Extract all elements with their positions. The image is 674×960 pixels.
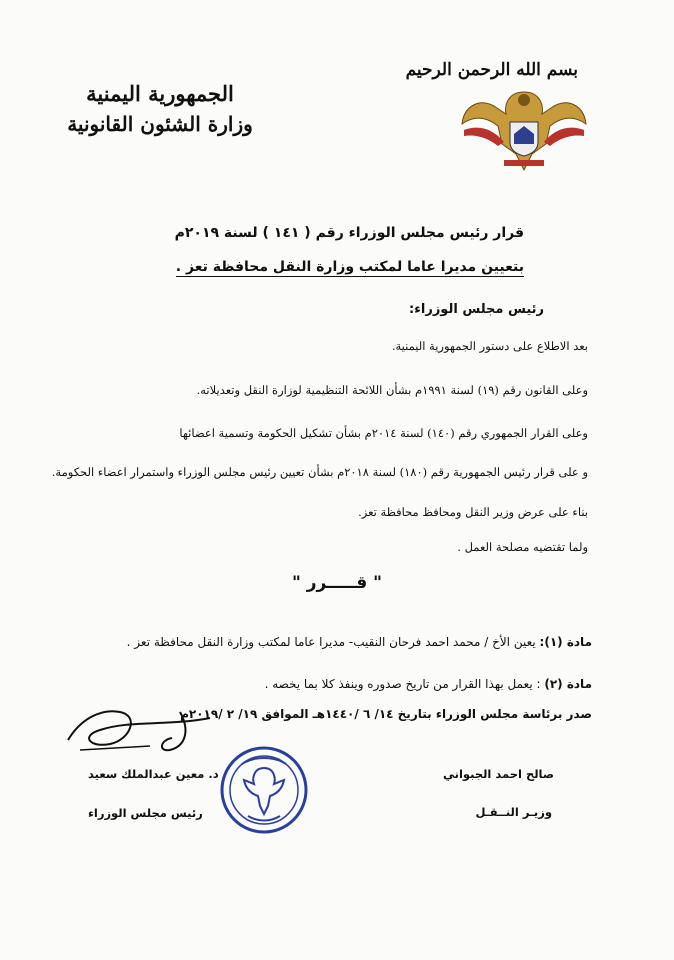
preamble-line: وعلى القرار الجمهوري رقم (١٤٠) لسنة ٢٠١٤م بشأن تشكيل الحكومة وتسمية اعضائها (179, 426, 588, 440)
preamble-line: و على قرار رئيس الجمهورية رقم (١٨٠) لسنة ٢٠١٨م بشأن تعيين رئيس مجلس الوزراء واستمرار اعضاء الحكومة. (51, 465, 588, 479)
article-2 (265, 677, 592, 691)
addressee: رئيس مجلس الوزراء: (409, 302, 544, 317)
transport-minister-name: صالح احمد الجبواني (443, 767, 554, 781)
issue-date-line: صدر برئاسة مجلس الوزراء بتاريخ ١٤/ ٦ /١٤٤٠هـ الموافق ١٩/ ٢ /٢٠١٩م (180, 707, 592, 721)
preamble-line: بعد الاطلاع على دستور الجمهورية اليمنية. (391, 339, 588, 353)
republic-name: الجمهورية اليمنية (86, 81, 234, 106)
decree-subject (176, 259, 524, 275)
article-text: : يعمل بهذا القرار من تاريخ صدوره وينفذ كلا بما يخصه . (264, 677, 541, 691)
basmala: بسم الله الرحمن الرحيم (405, 60, 578, 80)
ministry-header (60, 82, 260, 135)
preamble-line: ولما تقتضيه مصلحة العمل . (457, 540, 588, 554)
prime-minister-name: د. معين عبدالملك سعيد (88, 767, 219, 781)
prime-minister-title: رئيس مجلس الوزراء (88, 806, 203, 820)
handwritten-signature-icon (60, 700, 220, 760)
yemen-eagle-emblem-icon (454, 84, 594, 174)
article-label: مادة (٢) (544, 677, 592, 691)
decree-subject-text: بتعيين مديرا عاما لمكتب وزارة النقل محافظة تعز . (175, 259, 524, 275)
preamble-line: وعلى القانون رقم (١٩) لسنة ١٩٩١م بشأن اللائحة التنظيمية لوزارة النقل وتعديلاته. (196, 383, 588, 397)
decree-title: قرار رئيس مجلس الوزراء رقم ( ١٤١ ) لسنة ٢٠١٩م (174, 225, 524, 241)
official-stamp-icon (218, 744, 310, 836)
article-1 (127, 635, 592, 649)
article-label: مادة (١): (539, 635, 592, 649)
article-text: يعين الأخ / محمد احمد فرحان النقيب- مديرا عاما لمكتب وزارة النقل محافظة تعز . (126, 635, 536, 649)
transport-minister-title: وزيـر النــقـل (475, 805, 552, 819)
ministry-name: وزارة الشئون القانونية (67, 112, 253, 137)
preamble-line: بناء على عرض وزير النقل ومحافظ محافظة تعز. (358, 505, 588, 519)
decides-heading: " قـــــرر " (291, 573, 383, 593)
